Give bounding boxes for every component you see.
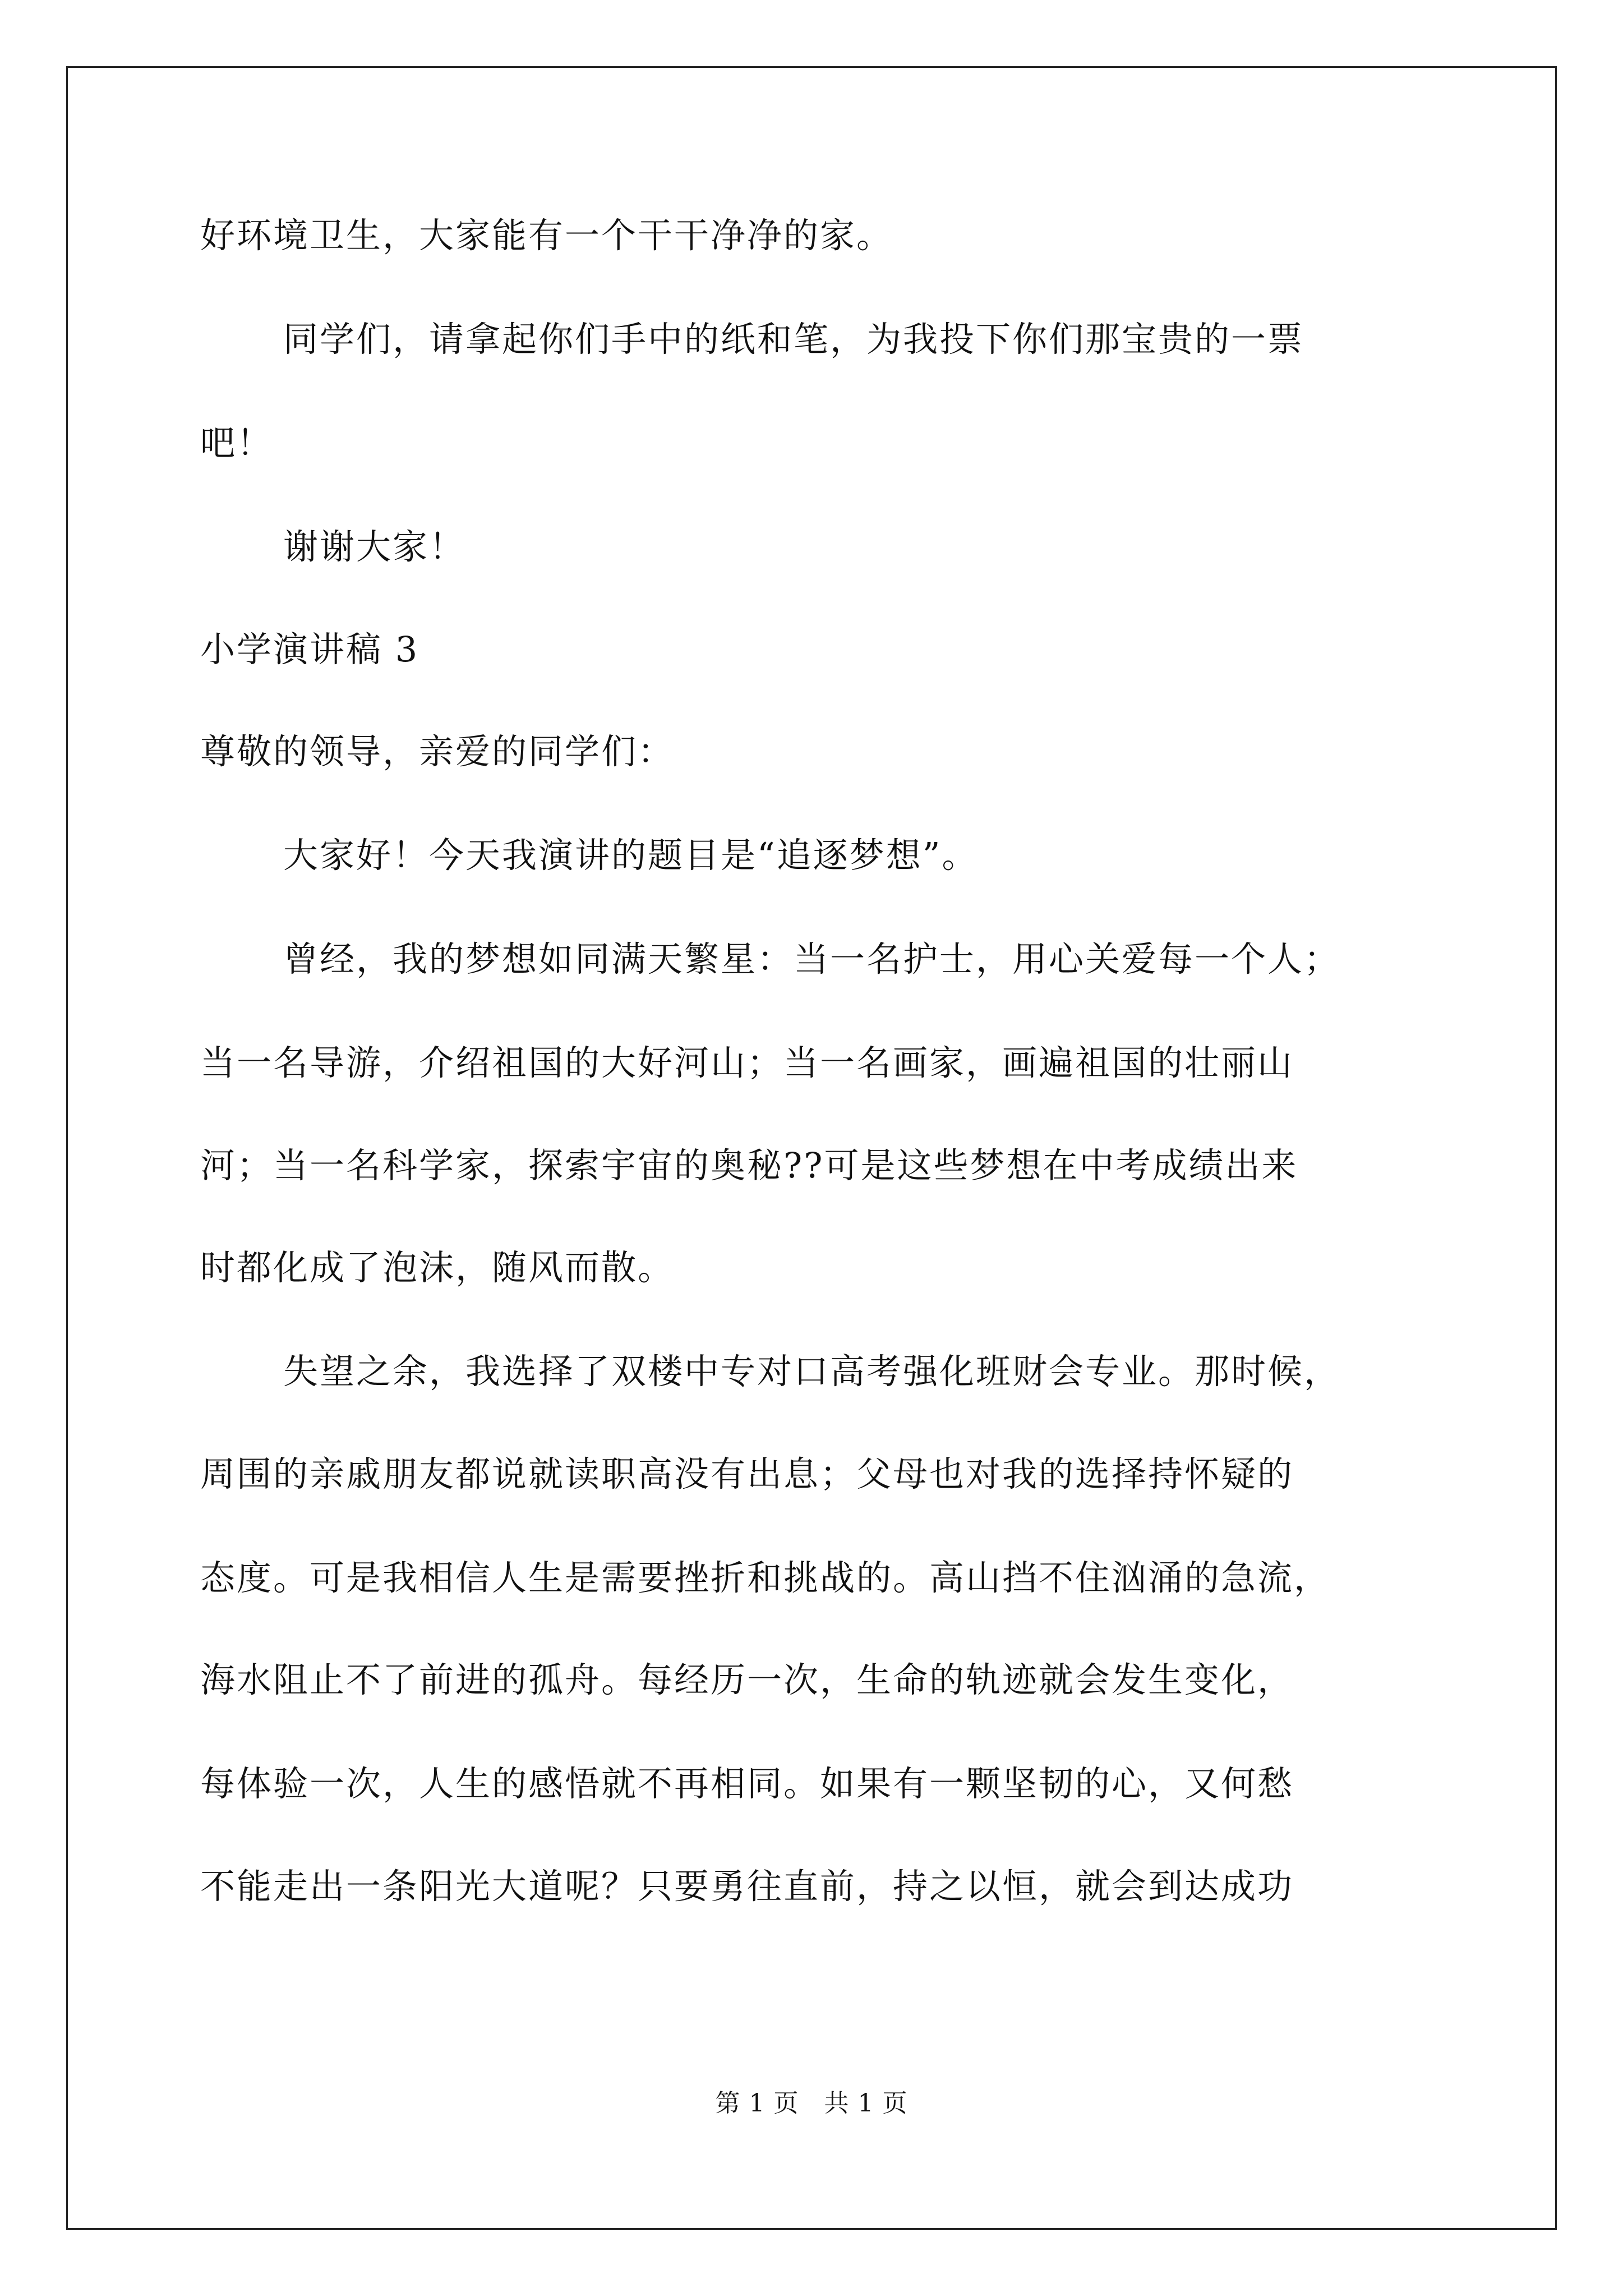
salutation: 尊敬的领导，亲爱的同学们：: [200, 731, 675, 772]
text-line: 每体验一次，人生的感悟就不再相同。如果有一颗坚韧的心，又何愁: [200, 1763, 1294, 1804]
text-line: 河；当一名科学家，探索宇宙的奥秘??可是这些梦想在中考成绩出来: [200, 1145, 1298, 1186]
paragraph-start: 大家好！今天我演讲的题目是“追逐梦想”。: [283, 835, 979, 876]
text-line: 不能走出一条阳光大道呢？只要勇往直前，持之以恒，就会到达成功: [200, 1866, 1294, 1907]
paragraph-start: 曾经，我的梦想如同满天繁星：当一名护士，用心关爱每一个人；: [283, 938, 1341, 979]
page-number-footer: 第 1 页 共 1 页: [715, 2089, 908, 2118]
text-line: 吧！: [200, 422, 274, 463]
paragraph-start: 失望之余，我选择了双楼中专对口高考强化班财会专业。那时候，: [283, 1351, 1341, 1392]
section-heading: 小学演讲稿 3: [200, 629, 419, 670]
paragraph-start: 同学们，请拿起你们手中的纸和笔，为我投下你们那宝贵的一票: [283, 319, 1304, 360]
text-line: 时都化成了泡沫，随风而散。: [200, 1247, 675, 1288]
text-line: 周围的亲戚朋友都说就读职高没有出息；父母也对我的选择持怀疑的: [200, 1453, 1294, 1494]
paragraph-start: 谢谢大家！: [283, 526, 466, 567]
text-line: 海水阻止不了前进的孤舟。每经历一次，生命的轨迹就会发生变化，: [200, 1659, 1294, 1700]
text-line: 态度。可是我相信人生是需要挫折和挑战的。高山挡不住汹涌的急流，: [200, 1557, 1331, 1598]
text-line: 当一名导游，介绍祖国的大好河山；当一名画家，画遍祖国的壮丽山: [200, 1042, 1294, 1083]
text-line: 好环境卫生，大家能有一个干干净净的家。: [200, 215, 893, 256]
